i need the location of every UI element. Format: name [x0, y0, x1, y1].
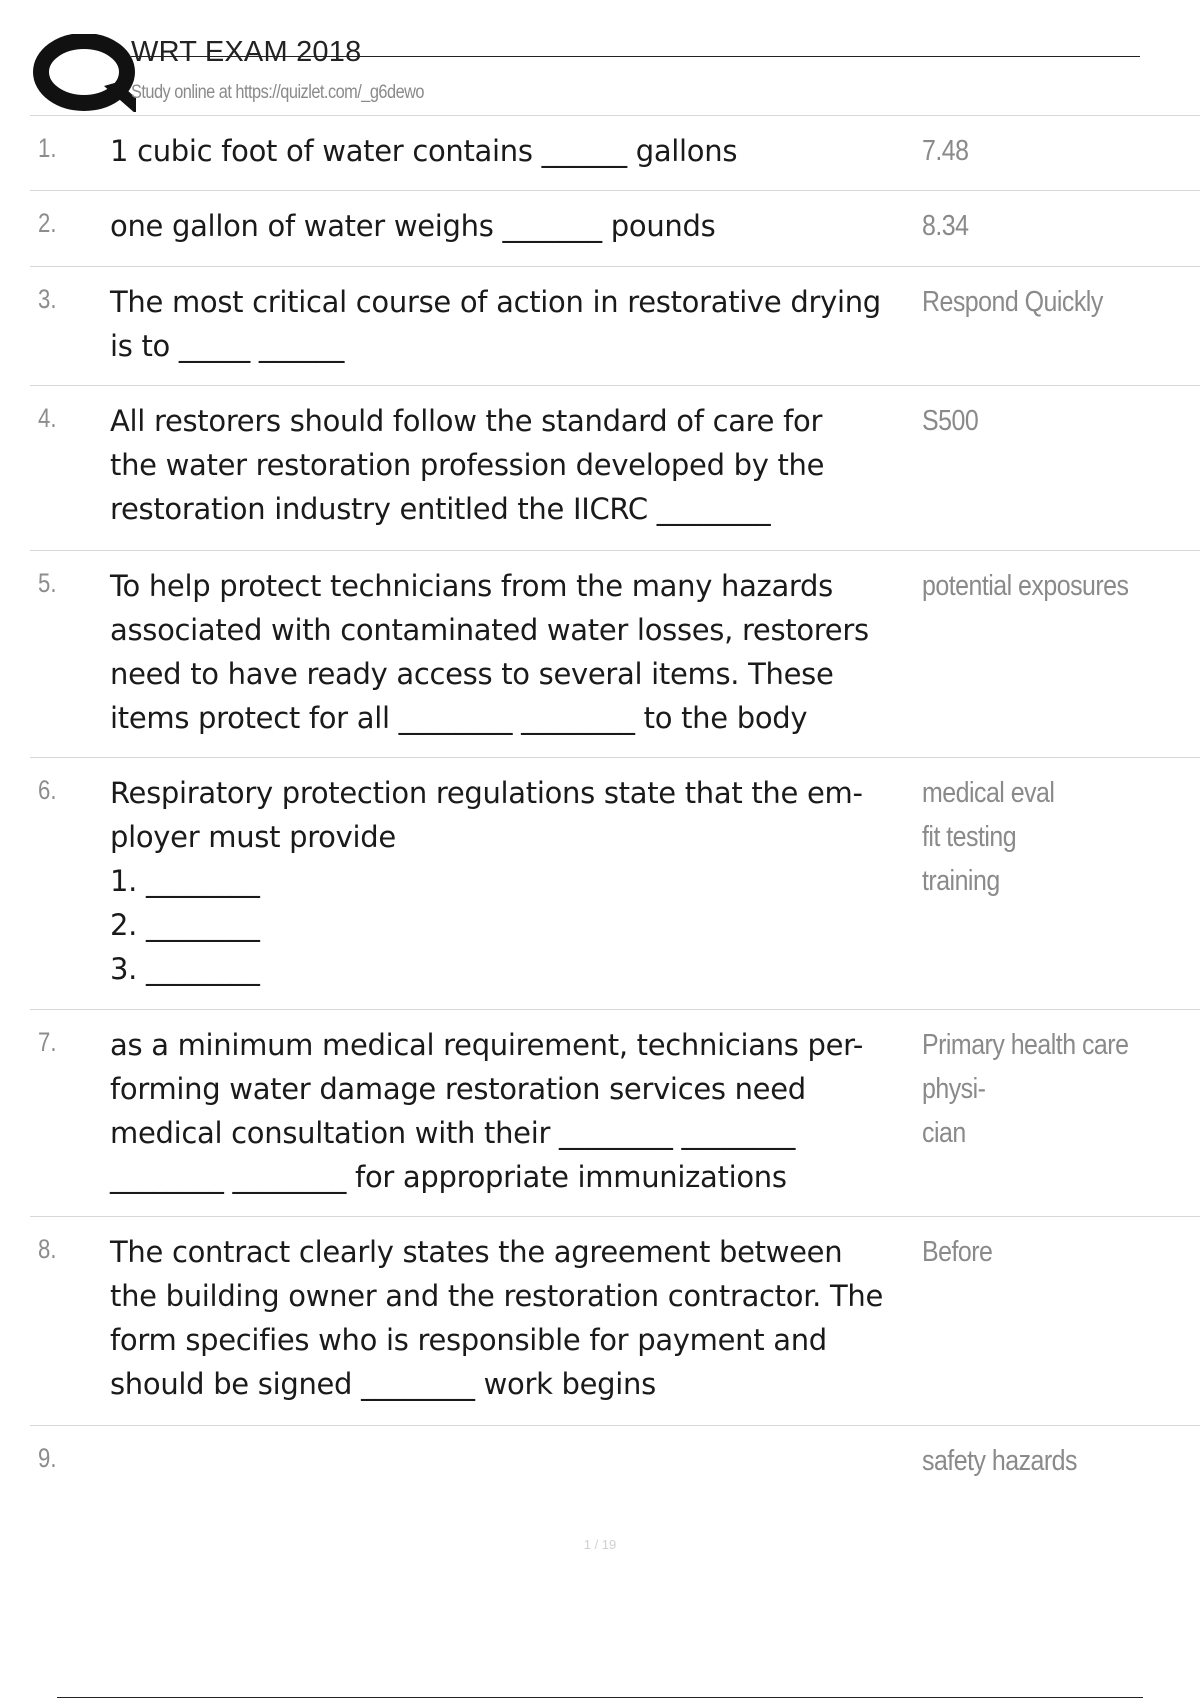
card-definition: 7.48: [922, 135, 969, 167]
flashcard-row: [30, 266, 1200, 385]
card-number: 1.: [38, 133, 57, 163]
card-definition: safety hazards: [922, 1445, 1077, 1477]
flashcard-list: [30, 115, 1200, 1515]
card-term: one gallon of water weighs _______ pounds: [110, 209, 716, 243]
card-term: as a minimum medical requirement, technicians per- forming water damage restoration services need medical consultation with their ________ ________ ________ ________ for appropriate immunizations: [110, 1028, 864, 1194]
card-term: Respiratory protection regulations state that the em- ployer must provide 1. ________ 2. ________ 3. ________: [110, 776, 863, 986]
card-term: The most critical course of action in restorative drying is to _____ ______: [110, 285, 881, 363]
card-number: 9.: [38, 1443, 57, 1473]
card-definition: S500: [922, 405, 979, 437]
card-number: 7.: [38, 1027, 57, 1057]
quizlet-q-logo-icon: [32, 34, 140, 112]
flashcard-row: [30, 115, 1200, 190]
flashcard-row: [30, 190, 1200, 266]
flashcard-row: [30, 1425, 1200, 1515]
card-number: 2.: [38, 208, 57, 238]
card-definition: Respond Quickly: [922, 286, 1103, 318]
card-number: 6.: [38, 775, 57, 805]
card-definition: medical eval fit testing training: [922, 777, 1055, 897]
card-definition: Before: [922, 1236, 993, 1268]
card-definition: 8.34: [922, 210, 969, 242]
page-title: WRT EXAM 2018: [131, 36, 362, 68]
card-term: All restorers should follow the standard of care for the water restoration profession developed by the restoration industry entitled the IICRC ________: [110, 404, 825, 526]
flashcard-row: [30, 757, 1200, 1009]
document-header: [30, 34, 1140, 114]
card-term: 1 cubic foot of water contains ______ gallons: [110, 134, 738, 168]
card-term: The contract clearly states the agreement between the building owner and the restoration contractor. The form specifies who is responsible for payment and should be signed ________ work begins: [110, 1235, 884, 1401]
card-number: 3.: [38, 284, 57, 314]
flashcard-row: [30, 550, 1200, 757]
flashcard-row: [30, 1216, 1200, 1425]
card-number: 4.: [38, 403, 57, 433]
page-number: 1 / 19: [583, 1537, 617, 1552]
card-number: 8.: [38, 1234, 57, 1264]
card-term: To help protect technicians from the many hazards associated with contaminated water losses, restorers need to have ready access to several items. These items protect for all ________ ________ to the body: [110, 569, 869, 735]
footer-rule: [57, 1697, 1143, 1698]
flashcard-row: [30, 385, 1200, 550]
card-number: 5.: [38, 568, 57, 598]
study-online-link-text: Study online at https://quizlet.com/_g6dewo: [131, 82, 425, 103]
flashcard-row: [30, 1009, 1200, 1216]
card-definition: potential exposures: [922, 570, 1129, 602]
card-definition: Primary health care physi- cian: [922, 1029, 1129, 1149]
